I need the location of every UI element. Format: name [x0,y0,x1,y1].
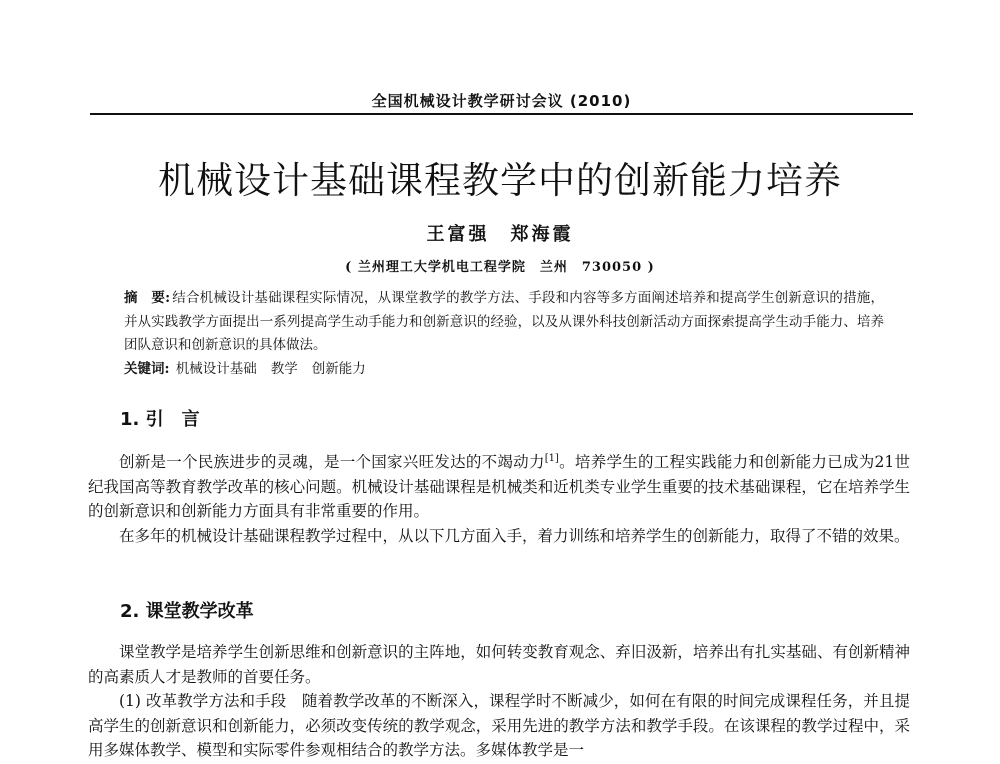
keyword: 创新能力 [311,360,366,377]
abstract-text: 结合机械设计基础课程实际情况，从课堂教学的教学方法、手段和内容等多方面阐述培养和提高学生创新意识的措施，并从实践教学方面提出一系列提高学生动手能力和创新意识的经验，以及从课外科技创新活动方面探索提高学生动手能力、培养团队意识和创新意识的具体做法。 [124,290,885,353]
body-paragraph [88,450,910,524]
abstract-block [124,287,884,381]
keyword: 机械设计基础 [175,360,257,377]
keywords-line [124,358,884,382]
section-body-introduction [88,450,910,548]
header-rule [90,113,913,115]
body-paragraph: 课堂教学是培养学生创新思维和创新意识的主阵地，如何转变教育观念、弃旧汲新，培养出有扎实基础、有创新精神的高素质人才是教师的首要任务。 [88,643,910,686]
paper-authors: 王富强 郑海霞 [426,224,574,245]
paper-affiliation: ( 兰州理工大学机电工程学院 兰州 730050 ) [345,260,655,275]
body-paragraph: (1) 改革教学方法和手段 随着教学改革的不断深入，课程学时不断减少，如何在有限的时间完成课程任务，并且提高学生的创新意识和创新能力，必须改变传统的教学观念，采用先进的教学方法和教学手段。在该课程的教学过程中，采用多媒体教学、模型和实际零件参观相结合的教学方法。多媒体教学是一 [88,692,910,759]
section-heading-classroom-reform: 2. 课堂教学改革 [120,601,254,622]
keywords-label: 关键词: [124,360,170,377]
section-body-classroom-reform [88,640,910,763]
citation-ref: [1] [544,452,559,464]
body-paragraph: 在多年的机械设计基础课程教学过程中，从以下几方面入手，着力训练和培养学生的创新能力，取得了不错的效果。 [119,526,910,545]
paper-title: 机械设计基础课程教学中的创新能力培养 [158,159,842,202]
keyword: 教学 [270,360,298,377]
section-heading-introduction: 1. 引 言 [120,409,200,430]
abstract-label: 摘 要: [124,290,171,306]
paragraph-text-continued: 。培养学生的工程实践能力和创新能力已成为21世纪我国高等教育教学改革的核心问题。机械设计基础课程是机械类和近机类专业学生重要的技术基础课程，它在培养学生的创新意识和创新能力方面具有非常重要的作用。 [88,453,910,520]
paragraph-text: 创新是一个民族进步的灵魂，是一个国家兴旺发达的不竭动力 [119,453,545,471]
abstract-paragraph [124,287,884,358]
running-head: 全国机械设计教学研讨会议 (2010) [371,92,632,110]
